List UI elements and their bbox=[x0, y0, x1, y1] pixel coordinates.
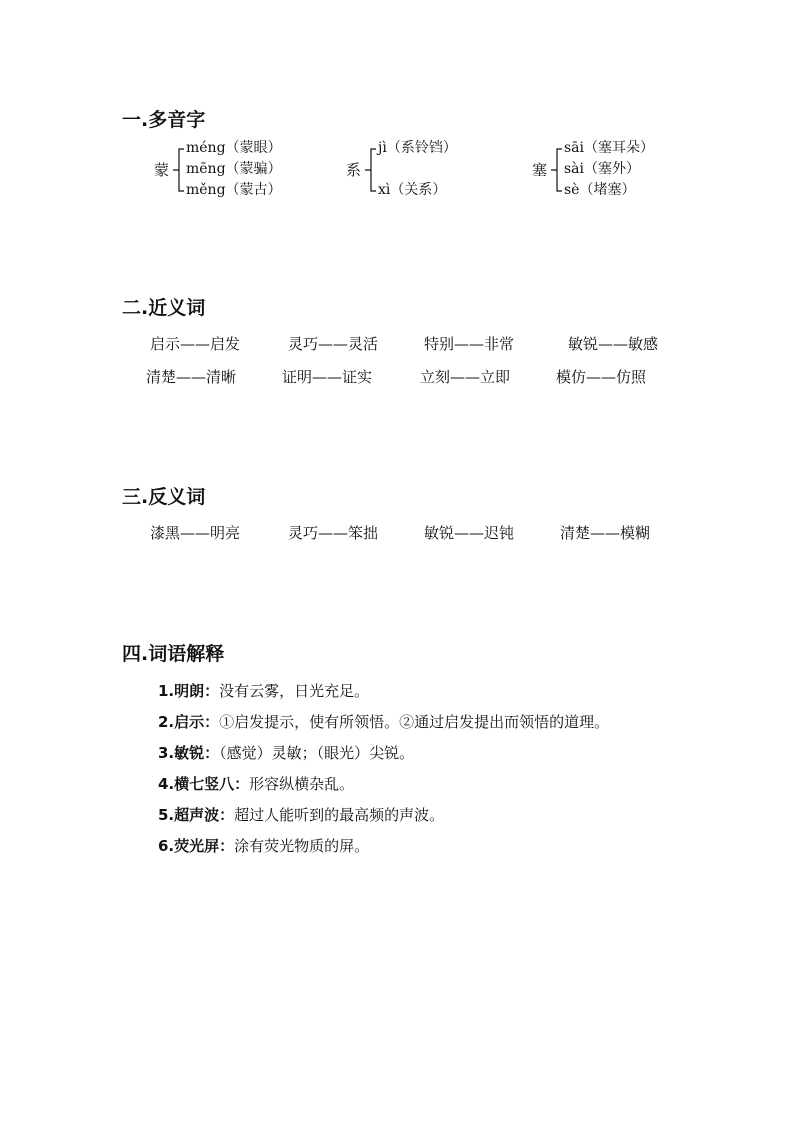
antonym-pair: 清楚——模糊 bbox=[560, 524, 651, 542]
polyphonic-char: 蒙 bbox=[154, 161, 170, 179]
synonym-pair: 立刻——立即 bbox=[420, 368, 511, 386]
definition-term: 4.横七竖八 bbox=[158, 775, 235, 793]
definition-text: 超过人能听到的最高频的声波。 bbox=[234, 806, 445, 824]
definition-item bbox=[158, 836, 369, 856]
definition-separator: ： bbox=[234, 775, 250, 793]
definition-item bbox=[158, 712, 609, 732]
definition-text: 形容纵横杂乱。 bbox=[249, 775, 355, 793]
polyphonic-reading: sè（堵塞） bbox=[564, 182, 636, 198]
polyphonic-reading: jì（系铃铛） bbox=[378, 140, 457, 156]
antonym-pair: 敏锐——迟钝 bbox=[424, 524, 515, 542]
definition-separator: ： bbox=[204, 744, 220, 762]
section-heading-antonyms: 三.反义词 bbox=[122, 486, 206, 508]
polyphonic-char: 塞 bbox=[532, 161, 548, 179]
definition-term: 3.敏锐 bbox=[158, 744, 205, 762]
definition-separator: ： bbox=[219, 837, 235, 855]
bracket-icon bbox=[550, 148, 564, 192]
definition-item bbox=[158, 743, 414, 763]
section-heading-definitions: 四.词语解释 bbox=[122, 643, 225, 665]
synonym-row bbox=[0, 367, 800, 387]
polyphonic-reading: méng（蒙眼） bbox=[186, 140, 282, 156]
antonym-pair: 灵巧——笨拙 bbox=[288, 524, 379, 542]
definition-item bbox=[158, 805, 444, 825]
polyphonic-reading: sāi（塞耳朵） bbox=[564, 140, 655, 156]
antonym-pair: 漆黑——明亮 bbox=[150, 524, 241, 542]
definition-separator: ： bbox=[219, 806, 235, 824]
synonym-pair: 证明——证实 bbox=[282, 368, 373, 386]
antonym-row bbox=[0, 523, 800, 543]
definition-term: 6.荧光屏 bbox=[158, 837, 220, 855]
polyphonic-reading: mēng（蒙骗） bbox=[186, 161, 282, 177]
synonym-pair: 清楚——清晰 bbox=[146, 368, 237, 386]
section-heading-polyphonic: 一.多音字 bbox=[122, 109, 206, 131]
polyphonic-reading: měng（蒙古） bbox=[186, 182, 282, 198]
definition-item bbox=[158, 774, 354, 794]
definition-item bbox=[158, 681, 369, 701]
synonym-pair: 灵巧——灵活 bbox=[288, 335, 379, 353]
section-heading-synonyms: 二.近义词 bbox=[122, 297, 206, 319]
synonym-pair: 敏锐——敏感 bbox=[568, 335, 659, 353]
definition-term: 1.明朗 bbox=[158, 682, 205, 700]
polyphonic-reading: xì（关系） bbox=[378, 182, 447, 198]
polyphonic-reading: sài（塞外） bbox=[564, 161, 641, 177]
synonym-row bbox=[0, 334, 800, 354]
bracket-icon bbox=[172, 148, 186, 192]
synonym-pair: 模仿——仿照 bbox=[556, 368, 647, 386]
definition-text: 涂有荧光物质的屏。 bbox=[234, 837, 370, 855]
definition-term: 2.启示 bbox=[158, 713, 205, 731]
definition-separator: ： bbox=[204, 682, 220, 700]
synonym-pair: 特别——非常 bbox=[424, 335, 515, 353]
bracket-icon bbox=[364, 148, 378, 192]
definition-term: 5.超声波 bbox=[158, 806, 220, 824]
polyphonic-char: 系 bbox=[346, 161, 362, 179]
synonym-pair: 启示——启发 bbox=[150, 335, 241, 353]
definition-text: 没有云雾，日光充足。 bbox=[219, 682, 370, 700]
definition-separator: ： bbox=[204, 713, 220, 731]
definition-text: ①启发提示，使有所领悟。②通过启发提出而领悟的道理。 bbox=[219, 713, 610, 731]
definition-text: （感觉）灵敏；（眼光）尖锐。 bbox=[219, 744, 415, 762]
